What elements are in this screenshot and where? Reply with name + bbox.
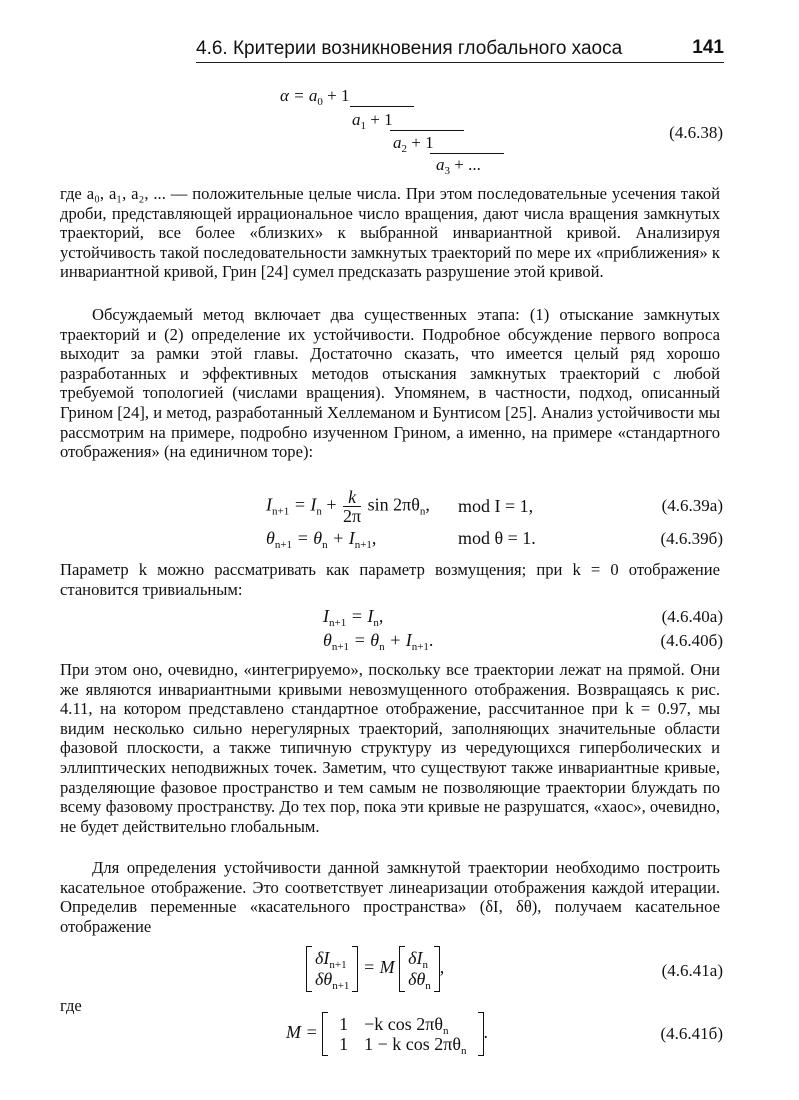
paragraph: где <box>60 996 82 1015</box>
vector-right: $\delta I_n$ $\delta\theta_n$ <box>399 946 440 992</box>
equation-number: (4.6.40a) <box>661 607 723 626</box>
paragraph: При этом оно, очевидно, «интегрируемо», поскольку все траектории лежат на прямой. Они же являются инвариантными кривыми невозмущенного отображения. Возвращаясь к рис. 4.11, на котором представлено стандартное отображение, рассчитанное при k = 0.97, мы видим несколько сильно нерегулярных траекторий, заполняющих значительные области фазовой плоскости, а также типичную структуру из чередующихся гиперболических и эллиптических неподвижных точек. Заметим, что существуют также инвариантные кривые, разделяющие фазовое пространство и тем самым не позволяющие траектории блуждать по всему фазовому пространству. До тех пор, пока эти кривые не разрушатся, «хаос», очевидно, не будет действительно глобальным. <box>60 660 720 836</box>
matrix-m: 1 −k $\cos 2\pi\theta_n$ 1 1 − k $\cos 2\pi\theta_n$ <box>322 1012 483 1056</box>
equation-number: (4.6.41a) <box>661 961 723 980</box>
equation-number: (4.6.40б) <box>660 631 723 650</box>
paragraph: Обсуждаемый метод включает два существенных этапа: (1) отыскание замкнутых траекторий и (2) определение их устойчивости. Подробное обсуждение первого вопроса выходит за рамки этой главы. Достаточно сказать, что имеется целый ряд хорошо разработанных и эффективных методов отыскания замкнутых траекторий с любой требуемой топологией (числами вращения). Упомянем, в частности, подход, описанный Грином [24], и метод, разработанный Хеллеманом и Бунтисом [25]. Анализ устойчивости мы рассмотрим на примере, подробно изученном Грином, а именно, на примере «стандартного отображения» (на единичном торе): <box>60 305 720 462</box>
running-header <box>196 32 724 63</box>
fraction: $\frac{k}{2\pi}$ <box>343 487 362 526</box>
paragraph: Параметр k можно рассматривать как параметр возмущения; при k = 0 отображение становится тривиальным: <box>60 560 720 599</box>
section-title: 4.6. Критерии возникновения глобального хаоса <box>196 38 623 59</box>
paragraph: где a₀, a₁, a₂, ... — положительные целые числа. При этом последовательные усечения такой дроби, представляющей иррациональное число вращения, дают числа вращения замкнутых траекторий, все более «близких» к выбранной инвариантной кривой. Анализируя устойчивость такой последовательности замкнутых траекторий по мере их «приближения» к инвариантной кривой, Грин [24] сумел предсказать разрушение этой кривой. <box>60 184 720 282</box>
paragraph: Для определения устойчивости данной замкнутой траектории необходимо построить касательное отображение. Это соответствует линеаризации отображения каждой итерации. Определив переменные «касательного пространства» (δI, δθ), получаем касательное отображение <box>60 858 720 936</box>
equation-number: (4.6.38) <box>669 123 723 142</box>
vector-left: $\delta I_{n+1}$ $\delta\theta_{n+1}$ <box>306 946 358 992</box>
page-number: 141 <box>692 37 724 58</box>
equation-number: (4.6.39б) <box>660 529 723 548</box>
equation-number: (4.6.39a) <box>661 496 723 515</box>
equation-number: (4.6.41б) <box>660 1024 723 1043</box>
